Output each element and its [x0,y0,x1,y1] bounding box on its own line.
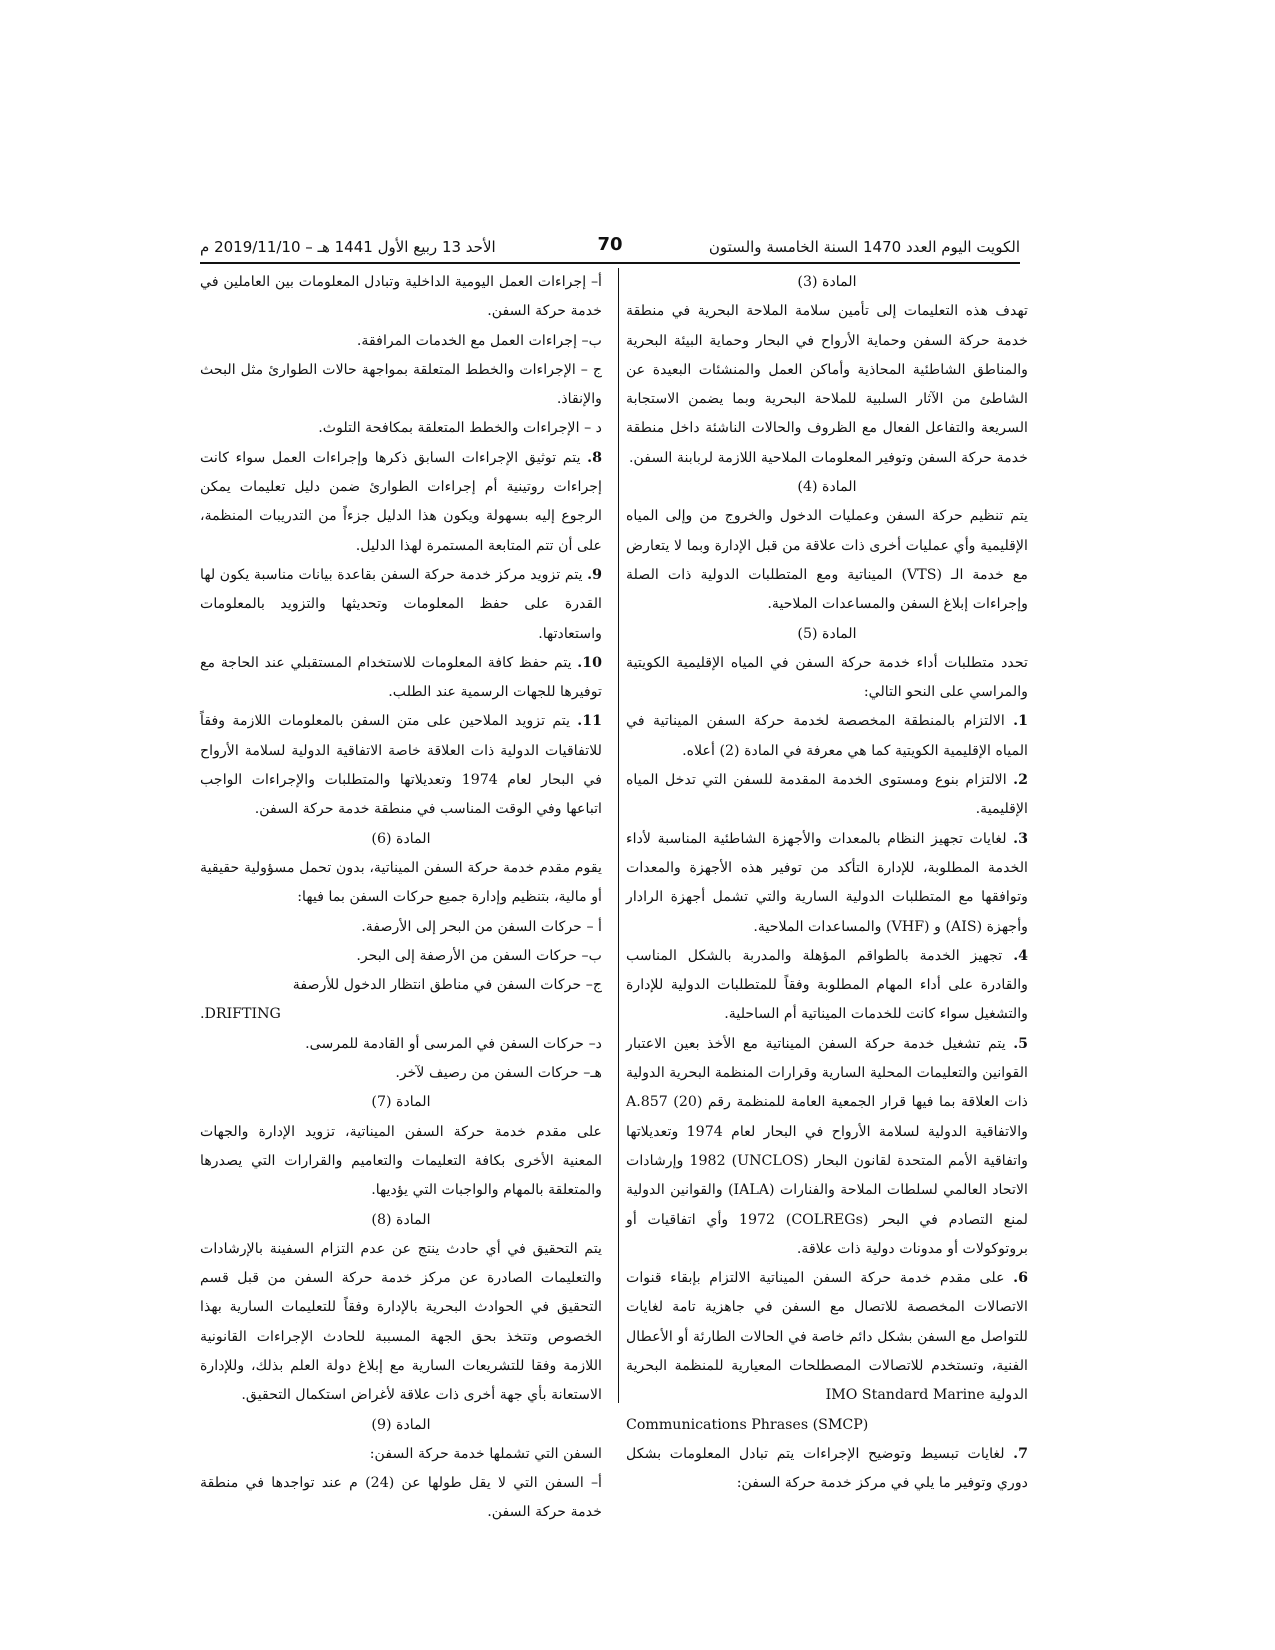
paragraph: هـ– حركات السفن من رصيف لآخر. [395,1065,602,1082]
paragraph-number: 4. [1013,947,1029,964]
paragraph: أ – حركات السفن من البحر إلى الأرصفة. [361,918,602,935]
numbered-paragraph [626,1030,1028,1264]
paragraph-text: يتم تزويد مركز خدمة حركة السفن بقاعدة بيانات مناسبة يكون لها القدرة على حفظ المعلومات وتحديثها والتزويد بالمعلومات واستعادتها. [200,566,602,642]
paragraph-number: 6. [1013,1270,1028,1287]
paragraph-number: 3. [1013,830,1028,847]
paragraph: أ– إجراءات العمل اليومية الداخلية وتبادل المعلومات بين العاملين في خدمة حركة السفن. [200,274,602,320]
paragraph: تحدد متطلبات أداء خدمة حركة السفن في المياه الإقليمية الكويتية والمراسي على النحو التالي: [626,654,1028,701]
paragraph-continuation: Communications Phrases (SMCP) [626,1416,869,1433]
numbered-paragraph [626,766,1028,825]
paragraph-number: 5. [1013,1035,1029,1052]
paragraph: د– حركات السفن في المرسى أو القادمة للمرسى. [305,1035,602,1052]
paragraph-number: 10. [577,654,602,671]
left-column [200,268,602,1521]
paragraph: تهدف هذه التعليمات إلى تأمين سلامة الملاحة البحرية في منطقة خدمة حركة السفن وحماية الأرواح في البحار وحماية البيئة البحرية والمناطق الشاطئية المحاذية وأماكن العمل والمنشئات البعيدة عن الشاطئ من الآثار السلبية للملاحة البحرية وبما يضمن الاستجابة السريعة والتفاعل الفعال مع الظروف والحالات الناشئة داخل منطقة خدمة حركة السفن وتوفير المعلومات الملاحية اللازمة لربابنة السفن. [626,303,1028,466]
article-heading: المادة (7) [371,1094,431,1111]
paragraph-number: 1. [1013,713,1028,730]
numbered-paragraph [200,707,602,824]
paragraph-text: الالتزام بالمنطقة المخصصة لخدمة حركة السفن الميناتية في المياه الإقليمية الكويتية كما هي معرفة في المادة (2) أعلاه. [626,713,1028,759]
paragraph: يتم تنظيم حركة السفن وعمليات الدخول والخروج من وإلى المياه الإقليمية وأي عمليات أخرى ذات علاقة من قبل الإدارة وبما لا يتعارض مع خدمة الـ (VTS) الميناتية ومع المتطلبات الدولية ذات الصلة وإجراءات إبلاغ السفن والمساعدات الملاحية. [626,508,1028,613]
paragraph-text: لغايات تجهيز النظام بالمعدات والأجهزة الشاطئية المناسبة لأداء الخدمة المطلوبة، للإدارة التأكد من توفير هذه الأجهزة والمعدات وتوافقها مع المتطلبات الدولية السارية والتي تشمل أجهزة الرادار وأجهزة (AIS) و (VHF) والمساعدات الملاحية. [626,830,1028,935]
paragraph: يقوم مقدم خدمة حركة السفن الميناتية، بدون تحمل مسؤولية حقيقية أو مالية، بتنظيم وإدارة جميع حركات السفن بما فيها: [200,859,602,906]
paragraph: ب– إجراءات العمل مع الخدمات المرافقة. [356,332,602,349]
paragraph-continuation: DRIFTING. [200,1006,281,1023]
header-publication-info: الكويت اليوم العدد 1470 السنة الخامسة والستون [708,238,1020,256]
paragraph-text: يتم تزويد الملاحين على متن السفن بالمعلومات اللازمة وفقاً للاتفاقيات الدولية ذات العلاقة خاصة الاتفاقية الدولية لسلامة الأرواح في البحار لعام 1974 وتعديلاتها والمتطلبات والإجراءات الواجب اتباعها وفي الوقت المناسب في منطقة خدمة حركة السفن. [200,713,602,818]
page-number: 70 [597,234,623,255]
paragraph-number: 2. [1013,772,1028,789]
article-heading: المادة (5) [797,625,857,642]
header-rule [200,262,1020,264]
numbered-paragraph [626,1264,1028,1410]
paragraph-number: 8. [587,449,602,466]
numbered-paragraph [200,444,602,561]
paragraph: السفن التي تشملها خدمة حركة السفن: [369,1445,602,1462]
numbered-paragraph [626,707,1028,766]
page-header [200,234,1020,264]
numbered-paragraph [200,561,602,649]
paragraph: د – الإجراءات والخطط المتعلقة بمكافحة التلوث. [318,420,602,437]
paragraph-text: لغايات تبسيط وتوضيح الإجراءات يتم تبادل المعلومات بشكل دوري وتوفير ما يلي في مركز خدمة حركة السفن: [626,1445,1028,1492]
paragraph-number: 11. [577,713,602,730]
paragraph: ج – الإجراءات والخطط المتعلقة بمواجهة حالات الطوارئ مثل البحث والإنقاذ. [200,361,602,408]
numbered-paragraph [626,825,1028,942]
paragraph: ب– حركات السفن من الأرصفة إلى البحر. [356,947,602,964]
numbered-paragraph [626,1440,1028,1499]
header-date: الأحد 13 ربيع الأول 1441 هـ – 2019/11/10 م [200,238,496,256]
paragraph: ج– حركات السفن في مناطق انتظار الدخول للأرصفة [292,977,602,994]
paragraph-text: يتم تشغيل خدمة حركة السفن الميناتية مع الأخذ بعين الاعتبار القوانين والتعليمات المحلية السارية وقرارات المنظمة البحرية الدولية ذات العلاقة بما فيها قرار الجمعية العامة للمنظمة رقم (20) A.857 والاتفاقية الدولية لسلامة الأرواح في البحار لعام 1974 وتعديلاتها واتفاقية الأمم المتحدة لقانون البحار (UNCLOS) 1982 وإرشادات الاتحاد العالمي لسلطات الملاحة والفنارات (IALA) والقوانين الدولية لمنع التصادم في البحر (COLREGs) 1972 وأي اتفاقيات أو بروتوكولات أو مدونات دولية ذات علاقة. [626,1035,1029,1257]
paragraph: يتم التحقيق في أي حادث ينتج عن عدم التزام السفينة بالإرشادات والتعليمات الصادرة عن مركز خدمة حركة السفن من قبل قسم التحقيق في الحوادث البحرية بالإدارة وفقاً للتعليمات السارية بهذا الخصوص وتتخذ بحق الجهة المسببة للحادث الإجراءات القانونية اللازمة وفقا للتشريعات السارية مع إبلاغ دولة العلم بذلك، وللإدارة الاستعانة بأي جهة أخرى ذات علاقة لأغراض استكمال التحقيق. [200,1240,602,1404]
paragraph: على مقدم خدمة حركة السفن الميناتية، تزويد الإدارة والجهات المعنية الأخرى بكافة التعليمات والتعاميم والقرارات التي يصدرها والمتعلقة بالمهام والواجبات التي يؤديها. [200,1123,602,1199]
article-heading: المادة (6) [371,830,431,847]
paragraph: أ– السفن التي لا يقل طولها عن (24) م عند تواجدها في منطقة خدمة حركة السفن. [200,1475,602,1521]
paragraph-number: 9. [587,566,602,583]
article-heading: المادة (8) [371,1211,431,1228]
article-heading: المادة (4) [797,479,857,496]
article-heading: المادة (9) [371,1416,431,1433]
paragraph-number: 7. [1013,1445,1028,1462]
paragraph-text: تجهيز الخدمة بالطواقم المؤهلة والمدربة بالشكل المناسب والقادرة على أداء المهام المطلوبة وفقاً للمتطلبات الدولية للإدارة والتشغيل سواء كانت للخدمات الميناتية أم الساحلية. [626,947,1028,1023]
numbered-paragraph [200,649,602,708]
paragraph-text: يتم حفظ كافة المعلومات للاستخدام المستقبلي عند الحاجة مع توفيرها للجهات الرسمية عند الطلب. [200,654,602,701]
article-heading: المادة (3) [797,274,857,290]
paragraph-text: على مقدم خدمة حركة السفن الميناتية الالتزام بإبقاء قنوات الاتصالات المخصصة للاتصال مع السفن في جاهزية تامة لغايات للتواصل مع السفن بشكل دائم خاصة في الحالات الطارئة أو الأعطال الفنية، وتستخدم للاتصالات المصطلحات المعيارية للمنظمة البحرية الدولية IMO Standard Marine [626,1270,1028,1404]
column-divider [618,268,619,1403]
numbered-paragraph [626,942,1028,1030]
paragraph-text: الالتزام بنوع ومستوى الخدمة المقدمة للسفن التي تدخل المياه الإقليمية. [626,772,1028,818]
paragraph-text: يتم توثيق الإجراءات السابق ذكرها وإجراءات العمل سواء كانت إجراءات روتينية أم إجراءات الطوارئ ضمن دليل تعليمات يمكن الرجوع إليه بسهولة ويكون هذا الدليل جزءاً من التدريبات المنظمة، على أن تتم المتابعة المستمرة لهذا الدليل. [200,449,602,554]
right-column [626,268,1029,1492]
